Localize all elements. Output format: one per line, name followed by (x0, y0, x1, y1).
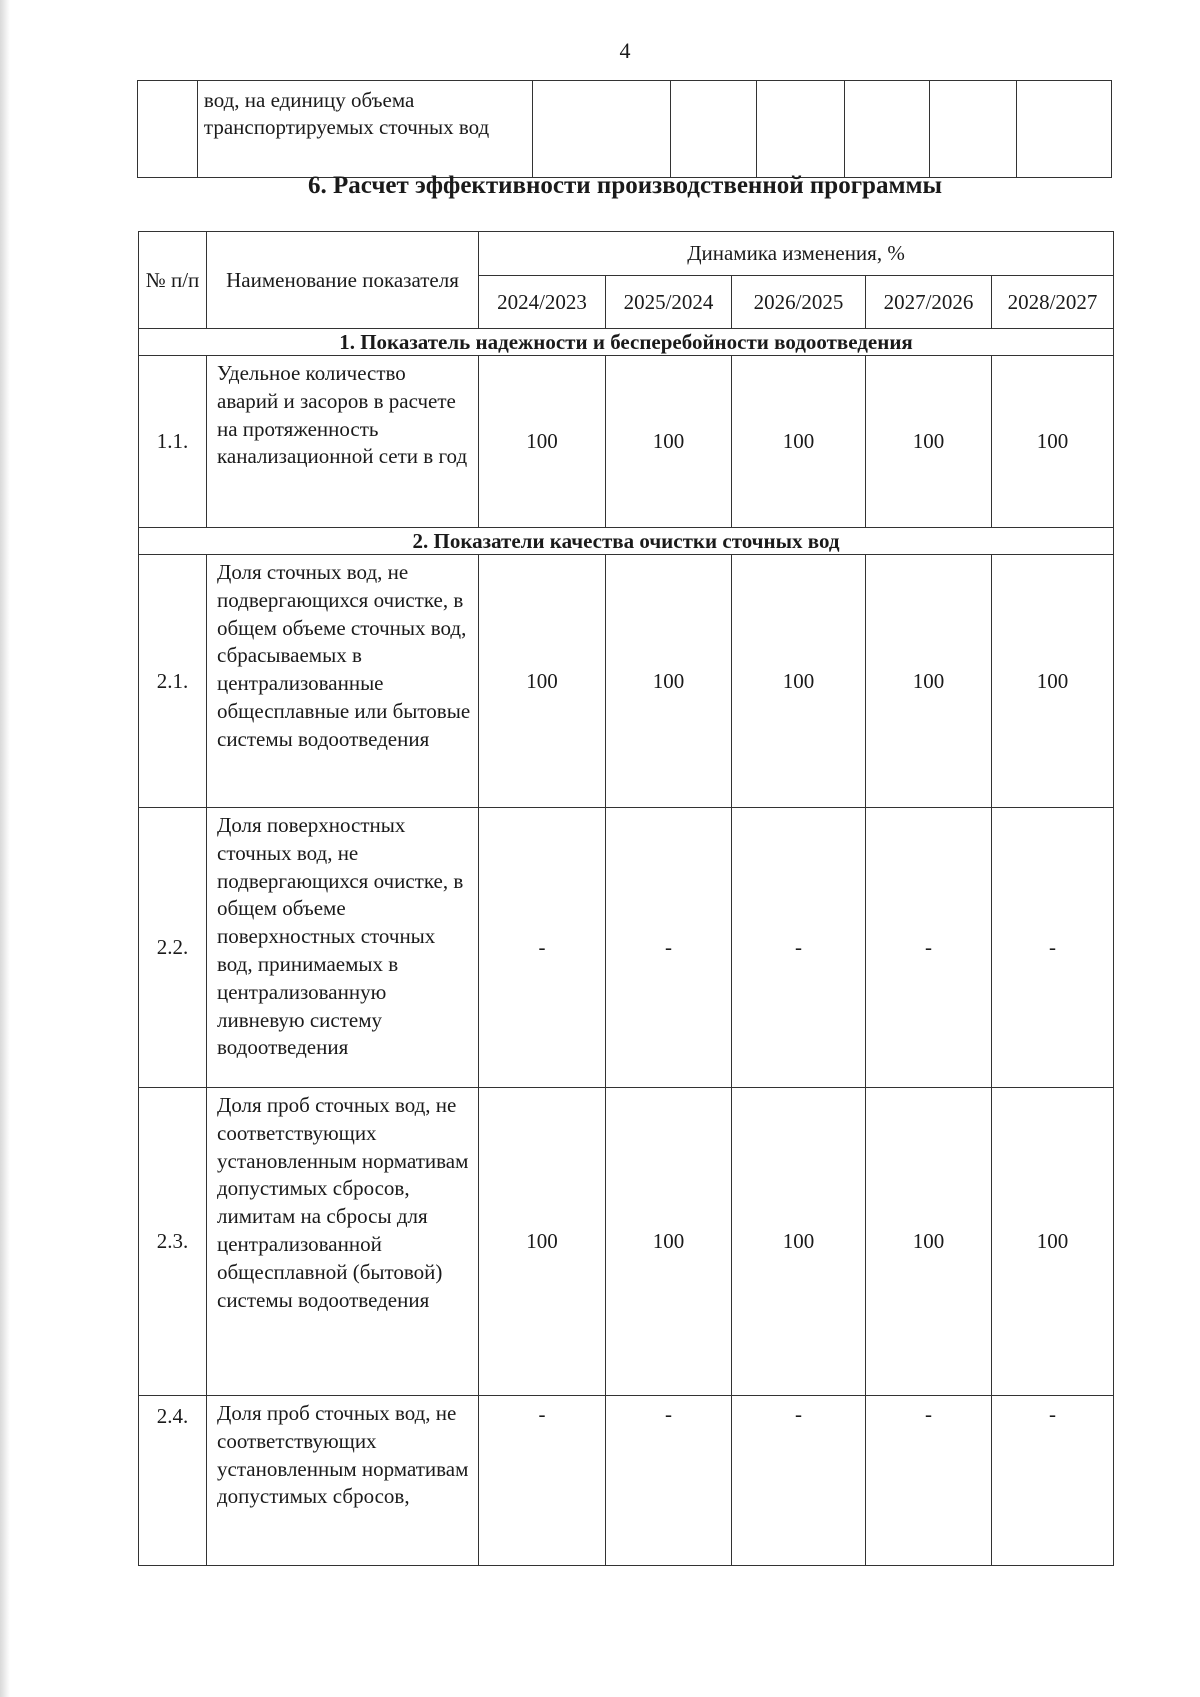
row-value: 100 (992, 555, 1114, 808)
row-value: - (606, 808, 732, 1088)
scan-edge-shadow (0, 0, 10, 1697)
group-header-row (139, 329, 1114, 356)
row-value: 100 (866, 1088, 992, 1396)
row-name: Удельное количество аварий и засоров в расчете на протяженность канализационной сети в год (207, 356, 479, 528)
row-value: 100 (866, 555, 992, 808)
row-value: 100 (732, 356, 866, 528)
table-row (138, 81, 1112, 178)
table-cell (930, 81, 1017, 178)
row-number: 2.1. (139, 555, 207, 808)
row-value: 100 (479, 555, 606, 808)
row-name: Доля сточных вод, не подвергающихся очистке, в общем объеме сточных вод, сбрасываемых в централизованные общесплавные или бытовые системы водоотведения (207, 555, 479, 808)
row-number: 2.2. (139, 808, 207, 1088)
efficiency-table (138, 231, 1114, 1566)
page-number: 4 (619, 38, 631, 63)
row-value: - (866, 1396, 992, 1566)
group-header-row (139, 528, 1114, 555)
row-name: Доля проб сточных вод, не соответствующих установленным нормативам допустимых сбросов, лимитам на сбросы для централизованной общесплавной (бытовой) системы водоотведения (207, 1088, 479, 1396)
table-row (139, 1396, 1114, 1566)
row-number: 2.4. (139, 1396, 207, 1566)
row-value: 100 (479, 1088, 606, 1396)
section-title: 6. Расчет эффективности производственной программы (307, 172, 943, 199)
row-number: 2.3. (139, 1088, 207, 1396)
column-header-name: Наименование показателя (207, 232, 479, 329)
group-title: 1. Показатель надежности и бесперебойности водоотведения (139, 329, 1114, 356)
row-value: 100 (606, 555, 732, 808)
row-value: - (479, 1396, 606, 1566)
row-value: - (479, 808, 606, 1088)
row-value: - (606, 1396, 732, 1566)
column-header-dynamics: Динамика изменения, % (479, 232, 1114, 276)
row-value: 100 (732, 555, 866, 808)
previous-table-fragment (137, 80, 1112, 178)
table-header-row (139, 232, 1114, 276)
column-header-num: № п/п (139, 232, 207, 329)
table-cell (1017, 81, 1112, 178)
group-title: 2. Показатели качества очистки сточных вод (139, 528, 1114, 555)
table-cell: вод, на единицу объема транспортируемых сточных вод (197, 81, 532, 178)
table-cell (138, 81, 198, 178)
row-value: - (732, 808, 866, 1088)
table-row (139, 808, 1114, 1088)
column-header-year: 2027/2026 (866, 276, 992, 329)
row-number: 1.1. (139, 356, 207, 528)
row-name: Доля поверхностных сточных вод, не подвергающихся очистке, в общем объеме поверхностных сточных вод, принимаемых в централизованную ливневую систему водоотведения (207, 808, 479, 1088)
table-row (139, 1088, 1114, 1396)
table-cell (532, 81, 670, 178)
table-cell (845, 81, 930, 178)
row-value: 100 (606, 1088, 732, 1396)
table-cell (757, 81, 845, 178)
table-row (139, 555, 1114, 808)
row-value: - (992, 1396, 1114, 1566)
row-name: Доля проб сточных вод, не соответствующих установленным нормативам допустимых сбросов, (207, 1396, 479, 1566)
row-value: 100 (992, 1088, 1114, 1396)
row-value: 100 (866, 356, 992, 528)
table-cell (670, 81, 757, 178)
row-value: - (992, 808, 1114, 1088)
row-value: 100 (992, 356, 1114, 528)
row-value: 100 (606, 356, 732, 528)
row-value: - (732, 1396, 866, 1566)
column-header-year: 2026/2025 (732, 276, 866, 329)
row-value: 100 (732, 1088, 866, 1396)
table-row (139, 356, 1114, 528)
row-value: 100 (479, 356, 606, 528)
row-value: - (866, 808, 992, 1088)
column-header-year: 2025/2024 (606, 276, 732, 329)
column-header-year: 2028/2027 (992, 276, 1114, 329)
column-header-year: 2024/2023 (479, 276, 606, 329)
